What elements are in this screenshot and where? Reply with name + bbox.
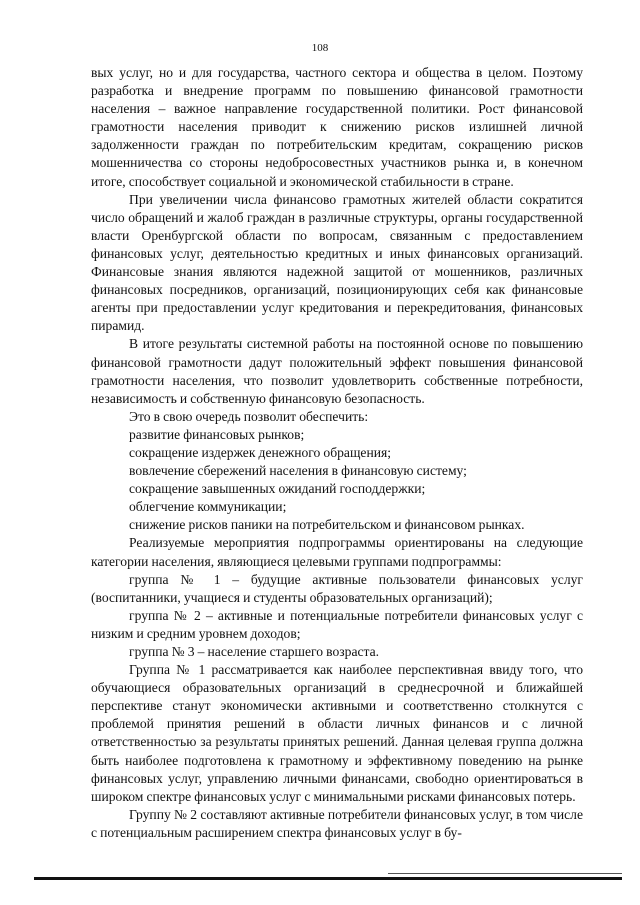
list-item: снижение рисков паники на потребительском и финансовом рынках. xyxy=(129,517,525,533)
paragraph-6: Группа № 1 рассматривается как наиболее перспективная ввиду того, что обучающиеся образовательных организаций в среднесрочной и ближайшей перспективе станут экономически активными и соответственно столкнутся с проблемой принятия решений в области личных финансов и с личной ответственностью за результаты принятых решений. Данная целевая группа должна быть наиболее подготовлена к грамотному и эффективному поведению на рынке финансовых услуг, управлению личными финансами, свободно ориентироваться в широком спектре финансовых услуг с минимальными рисками финансовых потерь. xyxy=(91,662,583,804)
group-3: группа № 3 – население старшего возраста. xyxy=(129,644,380,659)
paragraph-3: В итоге результаты системной работы на постоянной основе по повышению финансовой грамотности дадут положительный эффект повышения финансовой грамотности населения, что позволит удовлетворить собственные потребности, независимость и собственную финансовую безопасность. xyxy=(91,336,583,406)
list-item: сокращение издержек денежного обращения; xyxy=(129,444,392,460)
page-number: 108 xyxy=(311,42,329,54)
paragraph-1: вых услуг, но и для государства, частного сектора и общества в целом. Поэтому разработка и внедрение программ по повышению финансовой грамотности населения – важное направление государственной политики. Рост финансовой грамотности населения приводит к снижению рисков излишней личной задолженности граждан по потребительским кредитам, сокращению рисков мошенничества со стороны недобросовестных участников рынка и, в конечном итоге, способствует социальной и экономической стабильности в стране. xyxy=(91,65,583,189)
group-2: группа № 2 – активные и потенциальные потребители финансовых услуг с низким и средним уровнем доходов; xyxy=(91,607,583,641)
paragraph-5: Реализуемые мероприятия подпрограммы ориентированы на следующие категории населения, являющиеся целевыми группами подпрограммы: xyxy=(91,535,583,569)
list-item: сокращение завышенных ожиданий господдержки; xyxy=(129,481,426,497)
paragraph-7: Группу № 2 составляют активные потребители финансовых услуг, в том числе с потенциальным расширением спектра финансовых услуг в бу- xyxy=(91,806,583,840)
document-body xyxy=(91,64,583,842)
list-item: облегчение коммуникации; xyxy=(129,499,287,515)
paragraph-2: При увеличении числа финансово грамотных жителей области сократится число обращений и жалоб граждан в различные структуры, органы государственной власти Оренбургской области по вопросам, связанным с предоставлением финансовых услуг, деятельностью кредитных и иных финансовых организаций. Финансовые знания являются надежной защитой от мошенников, различных финансовых посредников, организаций, позиционирующих себя как финансовые агенты при предоставлении услуг кредитования и перекредитования, финансовых пирамид. xyxy=(91,191,583,334)
list-item: развитие финансовых рынков; xyxy=(129,426,305,442)
scan-edge-line xyxy=(388,873,622,874)
group-1: группа № 1 – будущие активные пользователи финансовых услуг (воспитанники, учащиеся и студенты образовательных организаций); xyxy=(91,571,583,605)
list-item: вовлечение сбережений населения в финансовую систему; xyxy=(129,463,467,479)
paragraph-4: Это в свою очередь позволит обеспечить: xyxy=(129,408,369,424)
scan-bottom-border xyxy=(34,877,622,880)
